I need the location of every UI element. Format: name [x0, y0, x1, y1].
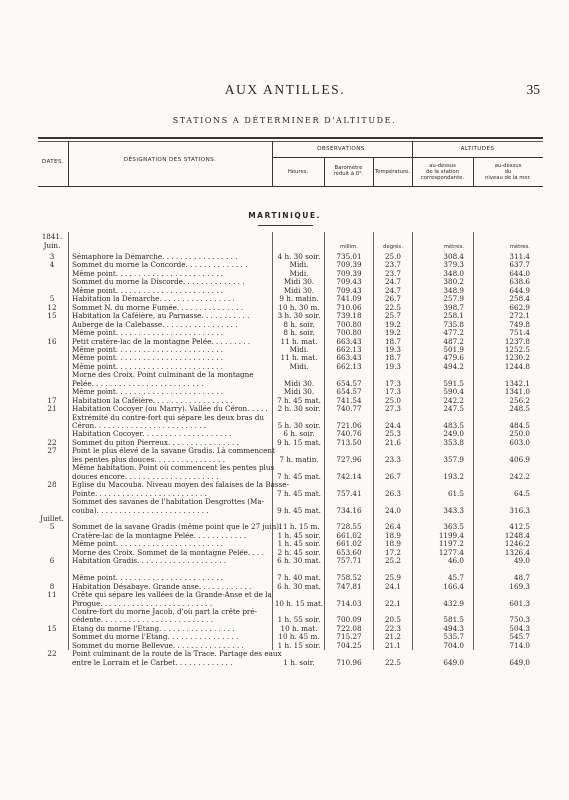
row-barometre: 727.96: [336, 454, 362, 464]
row-designation: Pelée. . . . . . . . . . . . . . . . . . . . . . . . .: [72, 379, 204, 388]
row-temperature: 26.4: [384, 522, 401, 532]
body-divider: [473, 232, 474, 650]
row-designation: entre le Lorrain et le Carbet. . . . . . . . . . . . .: [72, 658, 233, 667]
row-heure: 11 h. mat.: [280, 336, 318, 346]
row-altitude-station: 704.0: [443, 640, 464, 650]
row-altitude-station: 581.5: [443, 615, 464, 625]
row-altitude-station: 348.0: [443, 268, 464, 278]
row-heure: 2 h. 45 soir.: [277, 547, 321, 557]
row-date: 22: [47, 649, 57, 659]
row-barometre: 747.81: [336, 581, 362, 591]
row-temperature: 19.3: [384, 344, 401, 354]
row-altitude-station: 258.1: [443, 311, 464, 321]
row-date: 15: [47, 311, 57, 321]
row-altitude-mer: 601.3: [509, 598, 530, 608]
header-mer-line: du: [504, 169, 512, 175]
row-barometre: 757.41: [336, 488, 362, 498]
row-altitude-station: 343.3: [443, 505, 464, 515]
row-temperature: 24.7: [384, 285, 401, 295]
row-barometre: 709.43: [336, 277, 362, 287]
unit-temp: degrés.: [383, 244, 403, 250]
row-date: 8: [49, 581, 55, 591]
row-altitude-mer: 649.0: [509, 657, 530, 667]
row-altitude-mer: 484.5: [509, 421, 530, 430]
row-date: 17: [47, 395, 57, 405]
row-altitude-station: 398.7: [443, 302, 464, 312]
row-altitude-mer: 644.9: [509, 285, 530, 295]
header-observations: OBSERVATIONS.: [317, 146, 367, 152]
row-date: 22: [47, 437, 57, 447]
row-designation: Sommet du morne la Concorde. . . . . . . . . . . . . .: [72, 261, 248, 270]
row-altitude-station: 357.9: [443, 454, 464, 464]
row-heure: 3 h. 30 soir.: [277, 311, 321, 321]
row-heure: 6 h. 30 mat.: [277, 556, 321, 566]
row-altitude-station: 591.5: [443, 378, 464, 388]
row-designation: Habitation la Démarche. . . . . . . . . . . . . . . . .: [72, 295, 235, 304]
row-altitude-mer: 1341.0: [504, 387, 530, 397]
row-altitude-mer: 603.0: [509, 437, 530, 447]
row-altitude-mer: 248.5: [509, 404, 530, 414]
header-temperature: Température.: [374, 169, 411, 175]
row-heure: 9 h. matin.: [279, 294, 319, 304]
running-head: [30, 82, 540, 98]
row-designation: Habitation Cocoyer (ou Marry). Vallée du Céron. . . . .: [72, 405, 268, 414]
row-altitude-mer: 258.4: [509, 294, 530, 304]
row-temperature: 22.5: [384, 657, 401, 667]
row-designation: les pentes plus douces. . . . . . . . . . . . . . . .: [72, 455, 225, 464]
row-date: 28: [47, 480, 57, 490]
row-barometre: 700.80: [336, 319, 362, 329]
row-designation: Petit cratère-lac de la montagne Pelée. . . . . . . . .: [72, 337, 251, 346]
row-temperature: 25.3: [384, 429, 401, 439]
row-heure: 9 h. 15 mat.: [277, 437, 321, 447]
row-altitude-mer: 272.1: [509, 311, 530, 321]
row-designation: Étang du morne l'Étang. . . . . . . . . . . . . . . . .: [72, 624, 235, 633]
row-altitude-station: 477.2: [443, 328, 464, 338]
row-designation: couba). . . . . . . . . . . . . . . . . . . . . . . . .: [72, 506, 209, 515]
row-altitude-mer: 48.7: [513, 573, 530, 583]
unit-mer: mètres.: [509, 244, 530, 250]
row-temperature: 20.5: [384, 615, 401, 625]
row-altitude-mer: 1246.2: [504, 539, 530, 549]
row-heure: Midi.: [289, 260, 309, 270]
row-altitude-station: 353.8: [443, 437, 464, 447]
row-designation: Église du Macouba. Niveau moyen des falaises de la Basse-: [72, 481, 289, 490]
header-top-rule-thin: [38, 141, 543, 142]
row-designation: Extrémité du contre-fort qui sépare les deux bras du: [72, 413, 265, 422]
row-heure: Midi.: [289, 361, 309, 371]
row-designation: Même point. . . . . . . . . . . . . . . . . . . . . . . .: [72, 354, 224, 363]
row-altitude-mer: 1342.1: [504, 378, 530, 388]
row-altitude-station: 494.3: [443, 623, 464, 633]
row-designation: Sommet de la savane Gradis (même point que le 27 juin).: [72, 523, 282, 532]
row-date: 12: [47, 302, 57, 312]
observations-underline: [272, 157, 412, 158]
row-designation: Cratère-lac de la montagne Pelée. . . . . . . . . . . .: [72, 531, 247, 540]
row-heure: 11 h. mat.: [280, 353, 318, 363]
unit-stat: mètres.: [443, 244, 464, 250]
row-designation: Habitation la Caféière. . . . . . . . . . . . . . . . . .: [72, 396, 233, 405]
body-divider: [412, 232, 413, 650]
row-designation: Même point. . . . . . . . . . . . . . . . . . . . . . . .: [72, 574, 224, 583]
row-temperature: 26.7: [384, 471, 401, 481]
row-heure: 8 h. soir.: [283, 319, 315, 329]
row-altitude-station: 46.0: [447, 556, 464, 566]
row-heure: 10 h. 45 m.: [278, 632, 320, 642]
row-heure: 7 h. 40 mat.: [277, 573, 321, 583]
row-heure: Midi.: [289, 268, 309, 278]
row-barometre: 700.09: [336, 615, 362, 625]
row-date: 5: [49, 294, 55, 304]
row-designation: Pirogue. . . . . . . . . . . . . . . . . . . . . . . . .: [72, 599, 213, 608]
row-altitude-mer: 1237.8: [504, 336, 530, 346]
row-altitude-station: 649.0: [443, 657, 464, 667]
row-altitude-mer: 311.4: [509, 252, 530, 261]
month-label: Juin.: [43, 241, 61, 250]
row-altitude-station: 487.2: [443, 336, 464, 346]
row-heure: 5 h. 30 soir.: [277, 421, 321, 430]
row-temperature: 27.3: [384, 404, 401, 414]
row-barometre: 713.50: [336, 437, 362, 447]
row-altitude-station: 247.5: [443, 404, 464, 414]
row-designation: Habitation Gradis. . . . . . . . . . . . . . . . . . . .: [72, 557, 227, 566]
row-designation: Habitation Désabaye. Grande anse. . . . . . . . . . . .: [72, 582, 252, 591]
row-altitude-mer: 644.0: [509, 268, 530, 278]
row-date: 4: [49, 260, 55, 270]
row-date: 3: [49, 252, 55, 261]
row-designation: Même point. . . . . . . . . . . . . . . . . . . . . . . .: [72, 540, 224, 549]
row-barometre: 700.80: [336, 328, 362, 338]
row-altitude-station: 735.8: [443, 319, 464, 329]
row-altitude-mer: 1244.8: [504, 361, 530, 371]
row-barometre: 709.43: [336, 285, 362, 295]
row-barometre: 710.06: [336, 302, 362, 312]
header-divider: [68, 141, 69, 186]
row-designation: Même point. . . . . . . . . . . . . . . . . . . . . . . .: [72, 388, 224, 397]
row-altitude-station: 308.4: [443, 252, 464, 261]
header-designation: DÉSIGNATION DES STATIONS.: [123, 157, 217, 163]
row-designation: Même point. . . . . . . . . . . . . . . . . . . . . . . .: [72, 362, 224, 371]
row-altitude-mer: 714.0: [509, 640, 530, 650]
year-label: 1841.: [41, 232, 63, 241]
row-heure: 1 h. soir.: [283, 657, 315, 667]
row-heure: 10 h. mat.: [280, 623, 318, 633]
row-date: 5: [49, 522, 55, 532]
row-heure: Midi 30.: [283, 387, 315, 397]
row-temperature: 23.3: [384, 454, 401, 464]
row-altitude-mer: 1252.5: [504, 344, 530, 354]
header-barometre-line: réduit à 0°.: [333, 171, 364, 177]
row-heure: Midi.: [289, 344, 309, 354]
row-temperature: 19.2: [384, 319, 401, 329]
row-temperature: 18.9: [384, 530, 401, 540]
row-temperature: 18.7: [384, 353, 401, 363]
row-barometre: 728.55: [336, 522, 362, 532]
row-altitude-mer: 751.4: [509, 328, 530, 338]
row-designation: Même habitation. Point où commencent les pentes plus: [72, 464, 275, 473]
row-temperature: 19.2: [384, 328, 401, 338]
row-temperature: 25.2: [384, 556, 401, 566]
row-heure: 10 h. 30 m.: [278, 302, 320, 312]
row-altitude-mer: 1326.4: [504, 547, 530, 557]
row-designation: Céron. . . . . . . . . . . . . . . . . . . . . . . . .: [72, 422, 207, 430]
row-barometre: 721.06: [336, 421, 362, 430]
header-barometre-line: Baromètre: [334, 165, 363, 171]
row-barometre: 735.01: [336, 252, 362, 261]
row-barometre: 740.76: [336, 429, 362, 439]
row-barometre: 663.43: [336, 336, 362, 346]
row-heure: 1 h. 55 soir.: [277, 615, 321, 625]
row-altitude-mer: 412.5: [509, 522, 530, 532]
row-heure: 2 h. 30 soir.: [277, 404, 321, 414]
row-barometre: 710.96: [336, 657, 362, 667]
row-temperature: 22.5: [384, 302, 401, 312]
section-title: MARTINIQUE.: [248, 211, 321, 220]
row-designation: Même point. . . . . . . . . . . . . . . . . . . . . . . .: [72, 269, 224, 278]
row-date: 15: [47, 623, 57, 633]
row-heure: 7 h. 45 mat.: [277, 395, 321, 405]
row-altitude-mer: 545.7: [509, 632, 530, 642]
row-barometre: 739.18: [336, 311, 362, 321]
row-altitude-mer: 662.9: [509, 302, 530, 312]
row-designation: Sommet des savanes de l'habitation Desgrottes (Ma-: [72, 498, 265, 506]
row-designation: cédente. . . . . . . . . . . . . . . . . . . . . . . . .: [72, 616, 213, 625]
header-dates: DATES.: [41, 159, 65, 165]
header-mer-line: au-dessus: [494, 163, 522, 169]
row-heure: 1 h. 15 soir.: [277, 640, 321, 650]
row-designation: douces encore. . . . . . . . . . . . . . . . . . . . .: [72, 472, 219, 481]
row-temperature: 23.7: [384, 268, 401, 278]
row-designation: Même point. . . . . . . . . . . . . . . . . . . . . . . .: [72, 286, 224, 295]
row-altitude-station: 193.2: [443, 471, 464, 481]
header-top-rule: [38, 137, 543, 139]
row-barometre: 662.13: [336, 344, 362, 354]
row-barometre: 662.13: [336, 361, 362, 371]
row-altitude-mer: 49.0: [513, 556, 530, 566]
row-altitude-station: 45.7: [447, 573, 464, 583]
row-barometre: 653.60: [336, 547, 362, 557]
row-barometre: 654.57: [336, 387, 362, 397]
row-altitude-mer: 750.3: [509, 615, 530, 625]
row-temperature: 21.1: [384, 640, 401, 650]
row-designation: Contre-fort du morne Jacob, d'où part la crête pré-: [72, 607, 258, 616]
unit-baro: millim.: [340, 244, 358, 250]
row-designation: Crête qui sépare les vallées de la Grande-Anse et de la: [72, 591, 272, 599]
row-barometre: 704.25: [336, 640, 362, 650]
row-barometre: 742.14: [336, 471, 362, 481]
row-designation: Point culminant de la route de la Trace. Partage des eaux: [72, 650, 282, 659]
row-temperature: 19.3: [384, 361, 401, 371]
row-designation: Habitation Cocoyer. . . . . . . . . . . . . . . . . . . .: [72, 430, 232, 439]
row-temperature: 17.3: [384, 378, 401, 388]
row-designation: Sommet du morne la Discorde. . . . . . . . . . . . . .: [72, 278, 245, 287]
header-au-dessus-mer: [473, 163, 543, 181]
row-barometre: 661.02: [336, 530, 362, 540]
row-altitude-station: 1199.4: [438, 530, 464, 540]
row-designation: Morne des Croix. Sommet de la montagne Pelée. . . .: [72, 548, 264, 557]
row-heure: 7 h. matin.: [279, 454, 319, 464]
row-temperature: 24.7: [384, 277, 401, 287]
row-designation: Sommet N. du morne Fumée. . . . . . . . . . . . . . .: [72, 303, 244, 312]
row-altitude-station: 590.4: [443, 387, 464, 397]
row-heure: 6 h. soir.: [283, 429, 315, 439]
row-heure: Midi 30.: [283, 285, 315, 295]
row-altitude-mer: 242.2: [509, 471, 530, 481]
header-station-line: au-dessus: [429, 163, 456, 169]
row-altitude-station: 1277.4: [438, 547, 464, 557]
row-altitude-mer: 749.8: [509, 319, 530, 329]
row-heure: 11 h. 15 m.: [278, 522, 320, 532]
row-temperature: 18.7: [384, 336, 401, 346]
header-station-line: correspondante.: [420, 175, 465, 181]
header-au-dessus-station: [412, 163, 473, 181]
row-barometre: 715.27: [336, 632, 362, 642]
row-date: 21: [47, 404, 57, 414]
row-heure: 7 h. 45 mat.: [277, 471, 321, 481]
row-temperature: 25.9: [384, 573, 401, 583]
row-heure: 8 h. soir.: [283, 328, 315, 338]
row-date: 11: [47, 590, 57, 599]
row-temperature: 17.2: [384, 547, 401, 557]
row-barometre: 722.08: [336, 623, 362, 633]
header-heures: Heures.: [287, 169, 309, 175]
row-altitude-station: 479.6: [443, 353, 464, 363]
row-date: 6: [49, 556, 55, 566]
row-temperature: 17.3: [384, 387, 401, 397]
row-heure: 7 h. 45 mat.: [277, 488, 321, 498]
row-barometre: 654.57: [336, 378, 362, 388]
row-temperature: 23.7: [384, 260, 401, 270]
row-barometre: 661.02: [336, 539, 362, 549]
row-temperature: 25.0: [384, 395, 401, 405]
row-altitude-mer: 1230.2: [504, 353, 530, 363]
row-barometre: 714.03: [336, 598, 362, 608]
row-altitude-mer: 504.3: [509, 623, 530, 633]
row-temperature: 24.4: [384, 421, 401, 430]
row-altitude-station: 166.4: [443, 581, 464, 591]
table-subtitle: STATIONS A DÉTERMINER D'ALTITUDE.: [172, 116, 397, 125]
row-altitude-mer: 169.3: [509, 581, 530, 591]
row-altitude-station: 379.3: [443, 260, 464, 270]
row-altitude-station: 348.9: [443, 285, 464, 295]
row-altitude-mer: 1248.4: [504, 530, 530, 540]
row-designation: Même point. . . . . . . . . . . . . . . . . . . . . . . .: [72, 345, 224, 354]
row-barometre: 741.09: [336, 294, 362, 304]
row-altitude-mer: 638.6: [509, 277, 530, 287]
row-barometre: 758.52: [336, 573, 362, 583]
row-temperature: 24.0: [384, 505, 401, 515]
row-heure: Midi 30.: [283, 277, 315, 287]
row-designation: Point le plus élevé de la savane Gradis. Là commencent: [72, 447, 275, 456]
row-altitude-station: 1197.2: [438, 539, 464, 549]
row-designation: Même point. . . . . . . . . . . . . . . . . . . . . . . .: [72, 329, 224, 338]
row-barometre: 741.54: [336, 395, 362, 405]
row-altitude-station: 242.2: [443, 395, 464, 405]
row-designation: Auberge de la Calebasse. . . . . . . . . . . . . . . . .: [72, 320, 238, 329]
row-designation: Sémaphore la Démarche. . . . . . . . . . . . . . . . .: [72, 253, 238, 261]
row-barometre: 757.71: [336, 556, 362, 566]
row-altitude-station: 363.5: [443, 522, 464, 532]
row-altitude-station: 494.2: [443, 361, 464, 371]
row-designation: Sommet du morne l'Étang. . . . . . . . . . . . . . . .: [72, 633, 239, 642]
row-altitude-station: 483.5: [443, 421, 464, 430]
row-altitude-mer: 316.3: [509, 505, 530, 515]
section-rule: [258, 225, 313, 226]
row-barometre: 734.16: [336, 505, 362, 515]
row-heure: 9 h. 45 mat.: [277, 505, 321, 515]
row-barometre: 740.77: [336, 404, 362, 414]
row-temperature: 26.7: [384, 294, 401, 304]
row-designation: Habitation la Caféière, au Parnasse. . . . . . . . . . .: [72, 312, 250, 321]
row-temperature: 25.0: [384, 252, 401, 261]
row-altitude-mer: 406.9: [509, 454, 530, 464]
row-altitude-mer: 256.2: [509, 395, 530, 405]
page-number: 35: [526, 82, 540, 97]
row-date: 16: [47, 336, 57, 346]
row-altitude-mer: 637.7: [509, 260, 530, 270]
altitudes-underline: [412, 157, 543, 158]
row-date: Juillet.: [40, 514, 64, 523]
running-title: AUX ANTILLES.: [224, 82, 346, 97]
row-altitude-station: 432.9: [443, 598, 464, 608]
row-temperature: 26.3: [384, 488, 401, 498]
row-designation: Sommet du morne Bellevue. . . . . . . . . . . . . . . .: [72, 641, 244, 650]
row-altitude-station: 380.2: [443, 277, 464, 287]
row-heure: 4 h. 30 soir.: [277, 252, 321, 261]
table-header: [38, 137, 543, 187]
row-temperature: 21.2: [384, 632, 401, 642]
header-station-line: de la station: [426, 169, 459, 175]
row-barometre: 663.43: [336, 353, 362, 363]
row-altitude-mer: 64.5: [513, 488, 530, 498]
row-temperature: 18.9: [384, 539, 401, 549]
header-barometre: [324, 165, 373, 177]
row-designation: Morne des Croix. Point culminant de la montagne: [72, 371, 254, 380]
row-altitude-station: 257.9: [443, 294, 464, 304]
header-altitudes: ALTITUDES: [460, 146, 495, 152]
row-altitude-station: 501.9: [443, 344, 464, 354]
row-designation: Pointe. . . . . . . . . . . . . . . . . . . . . . . . .: [72, 489, 207, 498]
row-heure: Midi 30.: [283, 378, 315, 388]
row-temperature: 22.3: [384, 623, 401, 633]
header-mer-line: niveau de la mer.: [484, 175, 531, 181]
row-altitude-mer: 250.0: [509, 429, 530, 439]
row-heure: 1 h. 45 soir.: [277, 530, 321, 540]
row-designation: Sommet du piton Pierreux. . . . . . . . . . . . . . . .: [72, 438, 239, 447]
row-temperature: 22.1: [384, 598, 401, 608]
body-divider: [68, 232, 69, 650]
header-bottom-rule: [38, 186, 543, 187]
row-date: 27: [47, 446, 57, 456]
row-temperature: 21.6: [384, 437, 401, 447]
row-temperature: 25.7: [384, 311, 401, 321]
row-altitude-station: 535.7: [443, 632, 464, 642]
row-barometre: 709.39: [336, 268, 362, 278]
row-barometre: 709.39: [336, 260, 362, 270]
row-heure: 10 h. 15 mat.: [274, 598, 324, 608]
row-altitude-station: 61.5: [447, 488, 464, 498]
row-altitude-station: 249.0: [443, 429, 464, 439]
row-heure: 1 h. 45 soir.: [277, 539, 321, 549]
row-heure: 6 h. 30 mat.: [277, 581, 321, 591]
row-temperature: 24.1: [384, 581, 401, 591]
